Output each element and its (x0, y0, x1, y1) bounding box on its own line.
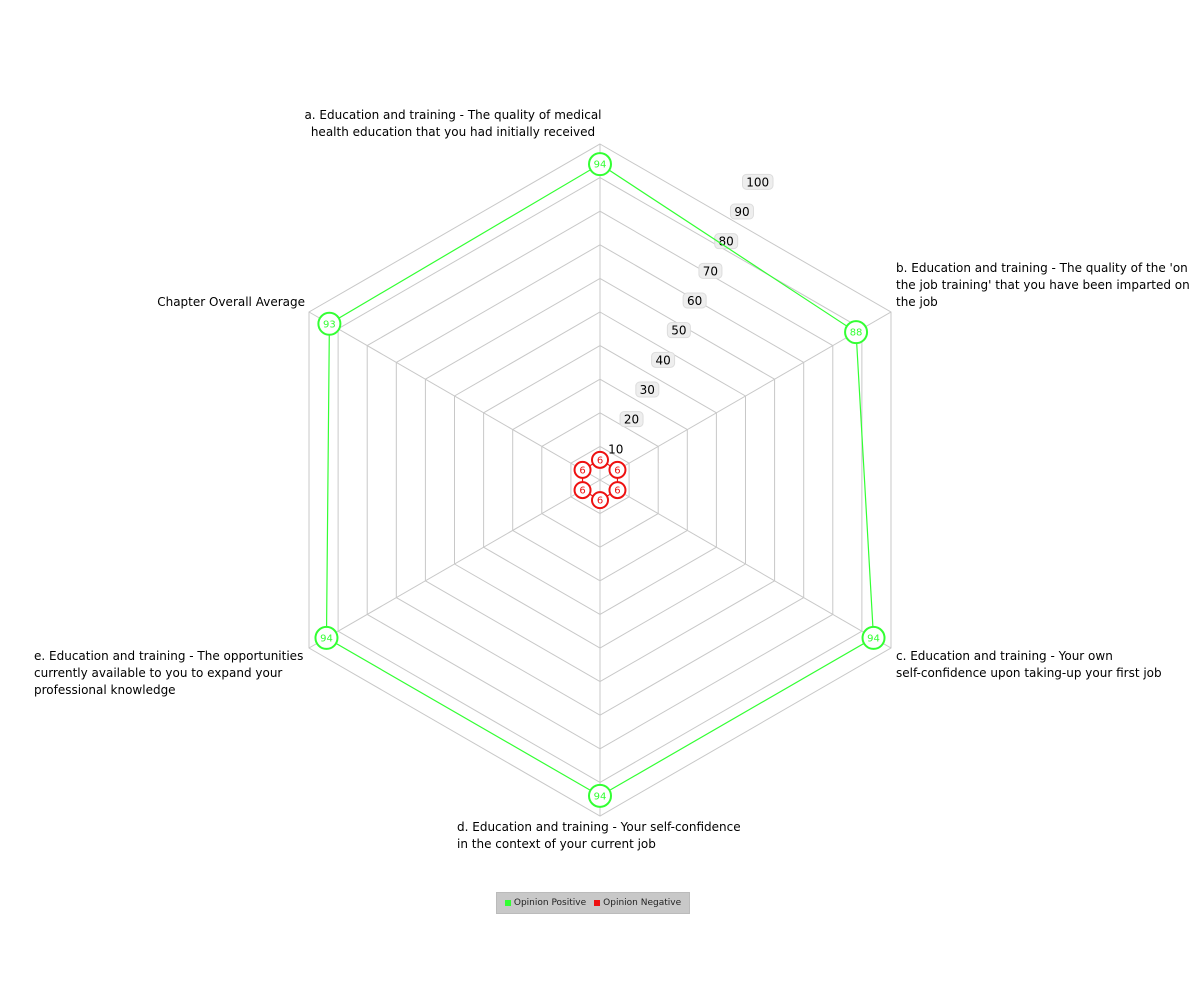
legend-item-positive[interactable] (505, 898, 586, 908)
axis-label-2-line-1: self-confidence upon taking-up your first job (896, 666, 1162, 680)
legend-swatch-negative (594, 900, 600, 906)
radial-tick-label-30: 30 (639, 382, 655, 397)
axis-label-2-line-0: c. Education and training - Your own (896, 649, 1113, 663)
radial-tick-30 (636, 382, 659, 397)
axis-label-3-line-0: d. Education and training - Your self-confidence (457, 820, 741, 834)
axis-label-5 (157, 295, 305, 309)
legend-swatch-positive (505, 900, 511, 906)
data-point-0-2[interactable] (863, 627, 885, 649)
radial-tick-label-100: 100 (746, 175, 770, 190)
radial-tick-label-60: 60 (687, 293, 703, 308)
legend-label-positive: Opinion Positive (513, 898, 587, 908)
data-point-0-4[interactable] (315, 627, 337, 649)
axis-labels (34, 108, 1190, 851)
axis-label-0-line-0: a. Education and training - The quality of medical (304, 108, 602, 122)
data-label-1-2: 6 (614, 485, 621, 497)
data-label-0-0: 94 (593, 159, 607, 171)
data-label-0-2: 94 (867, 633, 880, 645)
axis-label-0-line-1: health education that you had initially received (310, 125, 596, 139)
axis-label-1-line-1: the job training' that you have been imparted on (896, 278, 1190, 292)
axis-label-0 (304, 108, 601, 139)
data-point-0-0[interactable] (589, 153, 611, 175)
axis-label-3 (457, 820, 741, 851)
axis-label-4-line-0: e. Education and training - The opportunities (34, 649, 304, 663)
legend (496, 892, 690, 914)
radial-tick-10 (608, 442, 623, 456)
data-point-1-1[interactable] (609, 462, 625, 478)
data-label-1-5: 6 (579, 465, 586, 477)
radial-tick-70 (699, 263, 722, 278)
data-point-0-5[interactable] (318, 313, 340, 335)
legend-item-negative[interactable] (594, 898, 681, 908)
data-point-1-3[interactable] (592, 492, 608, 508)
radial-tick-label-80: 80 (718, 234, 734, 249)
radial-tick-20 (620, 412, 643, 427)
data-label-0-4: 94 (320, 633, 333, 645)
radial-tick-label-50: 50 (671, 323, 687, 338)
axis-label-3-line-1: in the context of your current job (457, 837, 656, 851)
axis-label-1 (896, 261, 1190, 309)
legend-label-negative: Opinion Negative (603, 898, 682, 908)
data-point-0-1[interactable] (845, 321, 867, 343)
data-point-1-2[interactable] (609, 482, 625, 498)
data-label-1-4: 6 (579, 485, 586, 497)
axis-label-2 (896, 649, 1162, 680)
radial-tick-labels (608, 174, 773, 456)
axis-label-4-line-1: currently available to you to expand your (34, 666, 283, 680)
axis-label-1-line-0: b. Education and training - The quality of the 'on (896, 261, 1188, 275)
radial-tick-50 (667, 323, 690, 338)
data-point-1-0[interactable] (592, 452, 608, 468)
data-point-0-3[interactable] (589, 785, 611, 807)
data-label-1-0: 6 (596, 455, 604, 467)
data-label-0-1: 88 (849, 327, 863, 339)
data-label-0-3: 94 (593, 791, 607, 803)
radial-tick-90 (730, 204, 753, 219)
radial-tick-100 (742, 174, 773, 189)
axis-label-1-line-2: the job (896, 295, 938, 309)
axis-label-4 (34, 649, 303, 697)
radial-tick-40 (652, 352, 675, 367)
radar-grid (309, 144, 891, 816)
data-point-1-5[interactable] (575, 462, 591, 478)
radial-tick-label-10: 10 (608, 442, 624, 457)
data-point-1-4[interactable] (575, 482, 591, 498)
radial-tick-label-40: 40 (655, 353, 671, 368)
data-label-1-1: 6 (614, 465, 621, 477)
radial-tick-60 (683, 293, 706, 308)
data-label-1-3: 6 (596, 495, 604, 507)
radial-tick-label-90: 90 (734, 204, 750, 219)
axis-label-4-line-2: professional knowledge (34, 683, 176, 697)
radial-tick-label-20: 20 (623, 412, 640, 427)
axis-label-5-line-0: Chapter Overall Average (157, 295, 305, 309)
radial-tick-label-70: 70 (702, 264, 719, 279)
data-label-0-5: 93 (323, 319, 336, 331)
